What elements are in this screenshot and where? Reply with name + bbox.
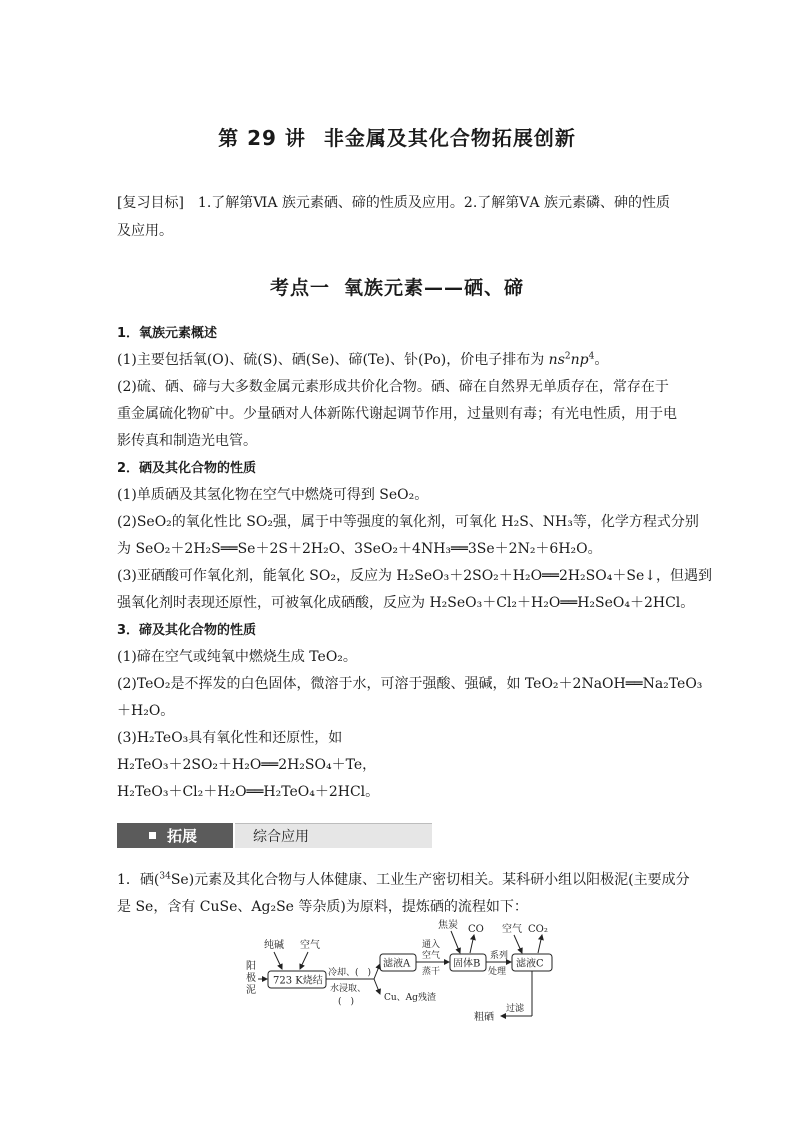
process-flow-diagram xyxy=(238,918,568,1028)
lecture-topic: 非金属及其化合物拓展创新 xyxy=(323,126,576,150)
banner-divider xyxy=(233,823,235,848)
section-heading xyxy=(0,273,794,300)
filter-label: 过滤 xyxy=(506,1004,525,1014)
page-title xyxy=(0,122,794,151)
question-line: 是 Se，含有 CuSe、Ag₂Se 等杂质)为原料，提炼硒的流程如下： xyxy=(117,899,528,915)
review-goals: [复习目标] 1.了解第ⅥA 族元素硒、碲的性质及应用。2.了解第ⅤA 族元素磷、砷的性质及应用。 xyxy=(117,195,670,239)
air-label: 空气 xyxy=(300,940,320,951)
equation-line: ＋H₂O。 xyxy=(117,703,175,719)
step-leach-label: 水浸取、 xyxy=(330,984,367,994)
step-blank-label: ( ) xyxy=(338,997,355,1007)
paragraph: (3)亚硒酸可作氧化剂，能氧化 SO₂，反应为 H₂SeO₃＋2SO₂＋H₂O══2H₂SO₄＋Se↓，但遇到 xyxy=(117,568,712,584)
square-bullet-icon xyxy=(149,832,156,839)
treatment-label: 处理 xyxy=(488,967,507,977)
section-topic: 氧族元素——硒、碲 xyxy=(344,277,525,299)
residue-label: Cu、Ag残渣 xyxy=(384,993,436,1003)
arrow xyxy=(374,964,380,979)
arrow xyxy=(300,952,308,969)
sintering-label: 723 K烧结 xyxy=(273,975,323,987)
paragraph: (1)单质硒及其氢化物在空气中燃烧可得到 SeO₂。 xyxy=(117,487,429,503)
paragraph: (1)碲在空气或纯氧中燃烧生成 TeO₂。 xyxy=(117,649,357,665)
extension-banner xyxy=(117,823,432,848)
equation-line: 为 SeO₂＋2H₂S══Se＋2S＋2H₂O、3SeO₂＋4NH₃══3Se＋2N₂＋6H₂O。 xyxy=(117,541,602,557)
text-run: Se)元素及其化合物与人体健康、工业生产密切相关。某科研小组以阳极泥(主要成分 xyxy=(170,872,690,888)
arrow xyxy=(374,979,380,994)
banner-subtitle: 综合应用 xyxy=(253,829,309,845)
vent-label: 通入 xyxy=(422,940,441,950)
subheading-selenium: 2．硒及其化合物的性质 xyxy=(117,461,257,476)
superscript: 2 xyxy=(564,351,571,362)
question-1 xyxy=(117,867,690,921)
equation-line: 强氧化剂时表现还原性，可被氧化成硒酸，反应为 H₂SeO₃＋Cl₂＋H₂O══H₂SeO₄＋2HCl。 xyxy=(117,595,695,611)
text-run: np xyxy=(570,352,589,368)
arrow xyxy=(514,935,522,953)
paragraph xyxy=(117,347,679,374)
lecture-number: 第 29 讲 xyxy=(218,126,306,150)
co2-label: CO₂ xyxy=(528,924,548,935)
soda-ash-label: 纯碱 xyxy=(264,940,284,951)
series-label: 系列 xyxy=(490,951,509,961)
air2-label: 空气 xyxy=(502,924,522,935)
equation-line: H₂TeO₃＋Cl₂＋H₂O══H₂TeO₄＋2HCl。 xyxy=(117,784,380,800)
question-line xyxy=(117,867,690,894)
text-run: ns xyxy=(548,352,565,368)
subheading-tellurium: 3．碲及其化合物的性质 xyxy=(117,623,257,638)
anode-label-3: 泥 xyxy=(246,985,256,996)
banner-dark-tab xyxy=(117,823,233,848)
filtrate-a-label: 滤液A xyxy=(383,958,411,970)
co-label: CO xyxy=(468,924,484,935)
paragraph: (3)H₂TeO₃具有氧化性和还原性，如 xyxy=(117,730,343,746)
section-body xyxy=(117,320,712,806)
superscript: 4 xyxy=(588,351,595,362)
banner-light-tab xyxy=(233,823,432,848)
arrow xyxy=(451,931,460,953)
banner-title: 拓展 xyxy=(167,827,198,845)
filtrate-c-label: 滤液C xyxy=(516,958,544,970)
solid-b-label: 固体B xyxy=(453,958,481,970)
coke-label: 焦炭 xyxy=(438,920,458,931)
paragraph: (2)硫、硒、碲与大多数金属元素形成共价化合物。硒、碲在自然界无单质存在，常存在于重金属硫化物矿中。少量硒对人体新陈代谢起调节作用，过量则有毒；有光电性质，用于电影传真和制造光电管。 xyxy=(117,379,677,449)
crude-selenium-label: 粗硒 xyxy=(474,1012,494,1023)
evaporate-label: 蒸干 xyxy=(422,967,441,977)
text-run: 1．硒( xyxy=(117,872,160,888)
equation-line: H₂TeO₃＋2SO₂＋H₂O══2H₂SO₄＋Te， xyxy=(117,757,377,773)
superscript: 34 xyxy=(159,871,171,882)
arrow xyxy=(538,935,542,953)
text-run: (1)主要包括氧(O)、硫(S)、硒(Se)、碲(Te)、钋(Po)，价电子排布为 xyxy=(117,352,549,368)
anode-label-2: 极 xyxy=(246,973,256,984)
arrow xyxy=(274,952,282,969)
paragraph: (2)SeO₂的氧化性比 SO₂强，属于中等强度的氧化剂，可氧化 H₂S、NH₃等，化学方程式分别 xyxy=(117,514,699,530)
subheading-overview: 1．氧族元素概述 xyxy=(117,326,218,341)
anode-label-1: 阳 xyxy=(246,961,256,972)
step-cool-label: 冷却、( ) xyxy=(328,968,372,978)
vent-air-label: 空气 xyxy=(422,951,441,961)
paragraph: (2)TeO₂是不挥发的白色固体，微溶于水，可溶于强酸、强碱，如 TeO₂＋2NaOH══Na₂TeO₃ xyxy=(117,676,703,692)
arrow xyxy=(470,935,474,953)
text-run: 。 xyxy=(594,352,609,368)
section-label: 考点一 xyxy=(269,277,330,299)
